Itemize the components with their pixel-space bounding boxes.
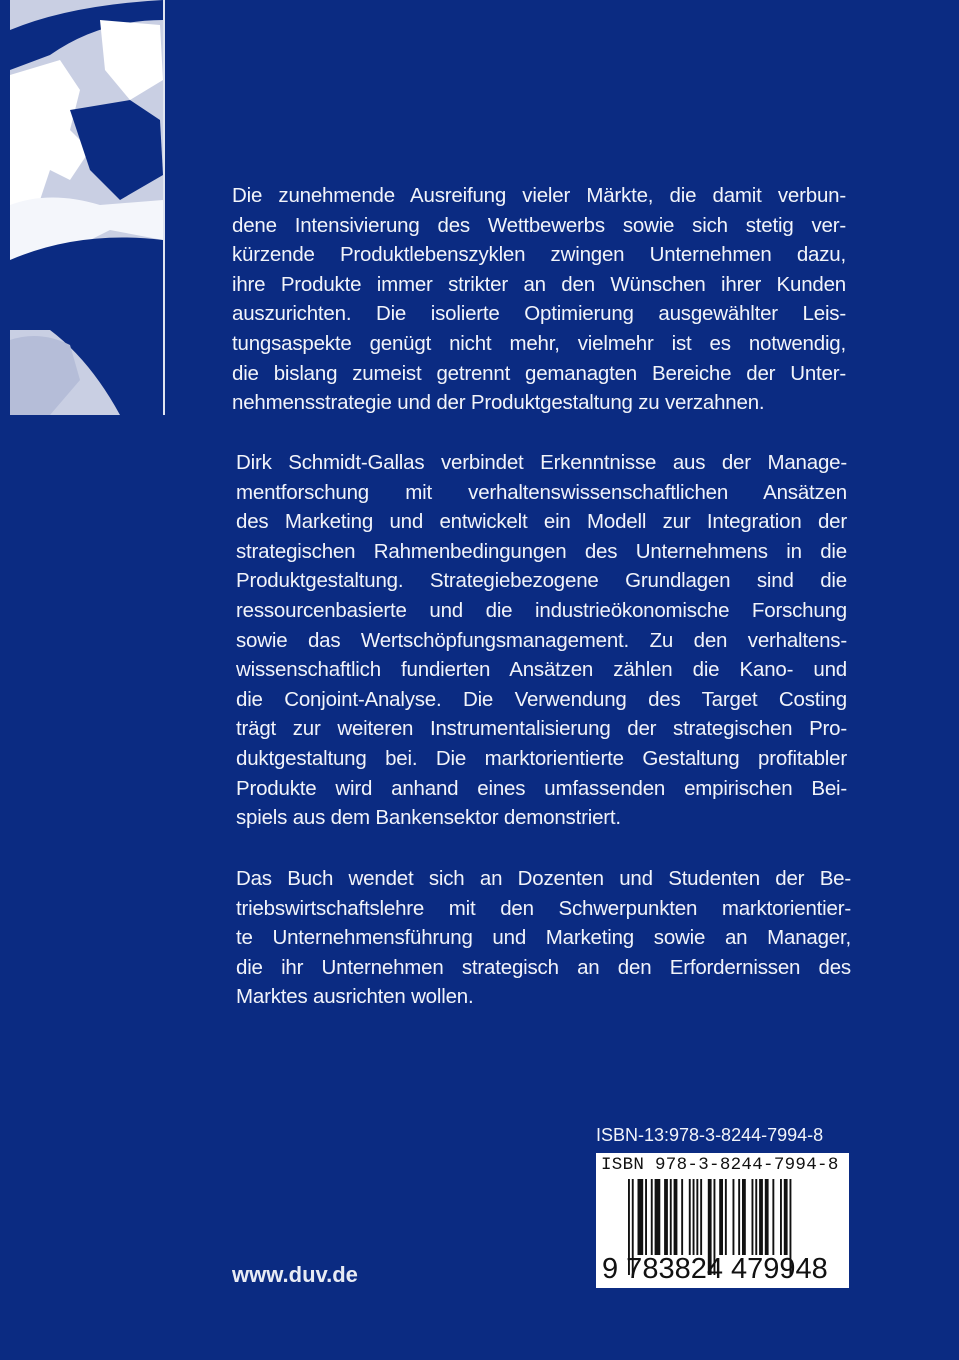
text-line: ressourcenbasierte und die industrieökonomische Forschung [236, 598, 847, 622]
barcode [596, 1153, 849, 1288]
text-line: des Marketing und entwickelt ein Modell zur Integration der [236, 510, 847, 534]
text-line: spiels aus dem Bankensektor demonstriert. [236, 806, 621, 830]
barcode-bar [638, 1179, 644, 1255]
text-line: dene Intensivierung des Wettbewerbs sowie sich stetig ver- [232, 213, 846, 237]
barcode-bar [681, 1179, 683, 1255]
text-line: Marktes ausrichten wollen. [236, 985, 474, 1009]
text-line: wissenschaftlich fundierten Ansätzen zählen die Kano- und [236, 658, 847, 682]
barcode-bar [742, 1179, 746, 1255]
barcode-bar [670, 1179, 672, 1255]
barcode-bar [664, 1179, 668, 1255]
text-line: kürzende Produktlebenszyklen zwingen Unternehmen dazu, [232, 243, 846, 267]
barcode-bar [655, 1179, 661, 1255]
barcode-bar [719, 1179, 723, 1255]
barcode-bar [780, 1179, 782, 1255]
text-line: die bislang zumeist getrennt gemanagten Bereiche der Unter- [232, 361, 846, 385]
text-line: duktgestaltung bei. Die marktorientierte Gestaltung profitabler [236, 746, 847, 770]
isbn-label: ISBN-13:978-3-8244-7994-8 [596, 1125, 824, 1145]
text-line: Dirk Schmidt-Gallas verbindet Erkenntnisse aus der Manage- [236, 451, 847, 474]
text-line: trägt zur weiteren Instrumentalisierung der strategischen Pro- [236, 717, 847, 741]
barcode-bar [645, 1179, 647, 1255]
description-paragraph-3 [236, 864, 851, 1012]
globe-illustration [10, 0, 165, 415]
text-line: tungsaspekte genügt nicht mehr, vielmehr ist es notwendig, [232, 331, 846, 355]
text-line: die ihr Unternehmen strategisch an den Erfordernissen des [236, 955, 851, 979]
text-line: Produkte wird anhand eines umfassenden empirischen Bei- [236, 776, 847, 800]
text-line: strategischen Rahmenbedingungen des Unternehmens in die [236, 539, 847, 563]
text-line: ihre Produkte immer strikter an den Wünschen ihrer Kunden [232, 272, 846, 296]
barcode-bar [738, 1179, 740, 1255]
barcode-bar [784, 1179, 788, 1255]
text-line: nehmensstrategie und der Produktgestaltung zu verzahnen. [232, 391, 765, 415]
publisher-website: www.duv.de [232, 1262, 358, 1287]
barcode-bar [755, 1179, 757, 1255]
description-paragraph-1 [232, 181, 846, 418]
barcode-bar [696, 1179, 698, 1255]
barcode-bar [759, 1179, 763, 1255]
barcode-bar [733, 1179, 735, 1255]
text-line: die Conjoint-Analyse. Die Verwendung des Target Costing [236, 687, 847, 711]
barcode-bar [765, 1179, 769, 1255]
barcode-bar [689, 1179, 691, 1255]
text-line: Die zunehmende Ausreifung vieler Märkte, die damit verbun- [232, 184, 846, 207]
text-line: sowie das Wertschöpfungsmanagement. Zu den verhaltens- [236, 628, 847, 652]
barcode-bar [693, 1179, 695, 1255]
barcode-bar [772, 1179, 774, 1255]
description-paragraph-2 [236, 448, 847, 833]
barcode-bar [752, 1179, 754, 1255]
text-line: auszurichten. Die isolierte Optimierung ausgewählter Leis- [232, 302, 846, 326]
barcode-bar [725, 1179, 727, 1255]
barcode-digits: 9 783824 479948 [602, 1253, 828, 1285]
barcode-isbn-text: ISBN 978-3-8244-7994-8 [601, 1155, 839, 1175]
barcode-bar [674, 1179, 678, 1255]
text-line: triebswirtschaftslehre mit den Schwerpunkten marktorientier- [236, 896, 851, 920]
barcode-bar [651, 1179, 653, 1255]
text-line: mentforschung mit verhaltenswissenschaftlichen Ansätzen [236, 480, 847, 504]
barcode-bar [700, 1179, 702, 1255]
text-line: te Unternehmensführung und Marketing sowie an Manager, [236, 926, 851, 950]
text-line: Produktgestaltung. Strategiebezogene Grundlagen sind die [236, 569, 847, 593]
text-line: Das Buch wendet sich an Dozenten und Studenten der Be- [236, 867, 851, 890]
